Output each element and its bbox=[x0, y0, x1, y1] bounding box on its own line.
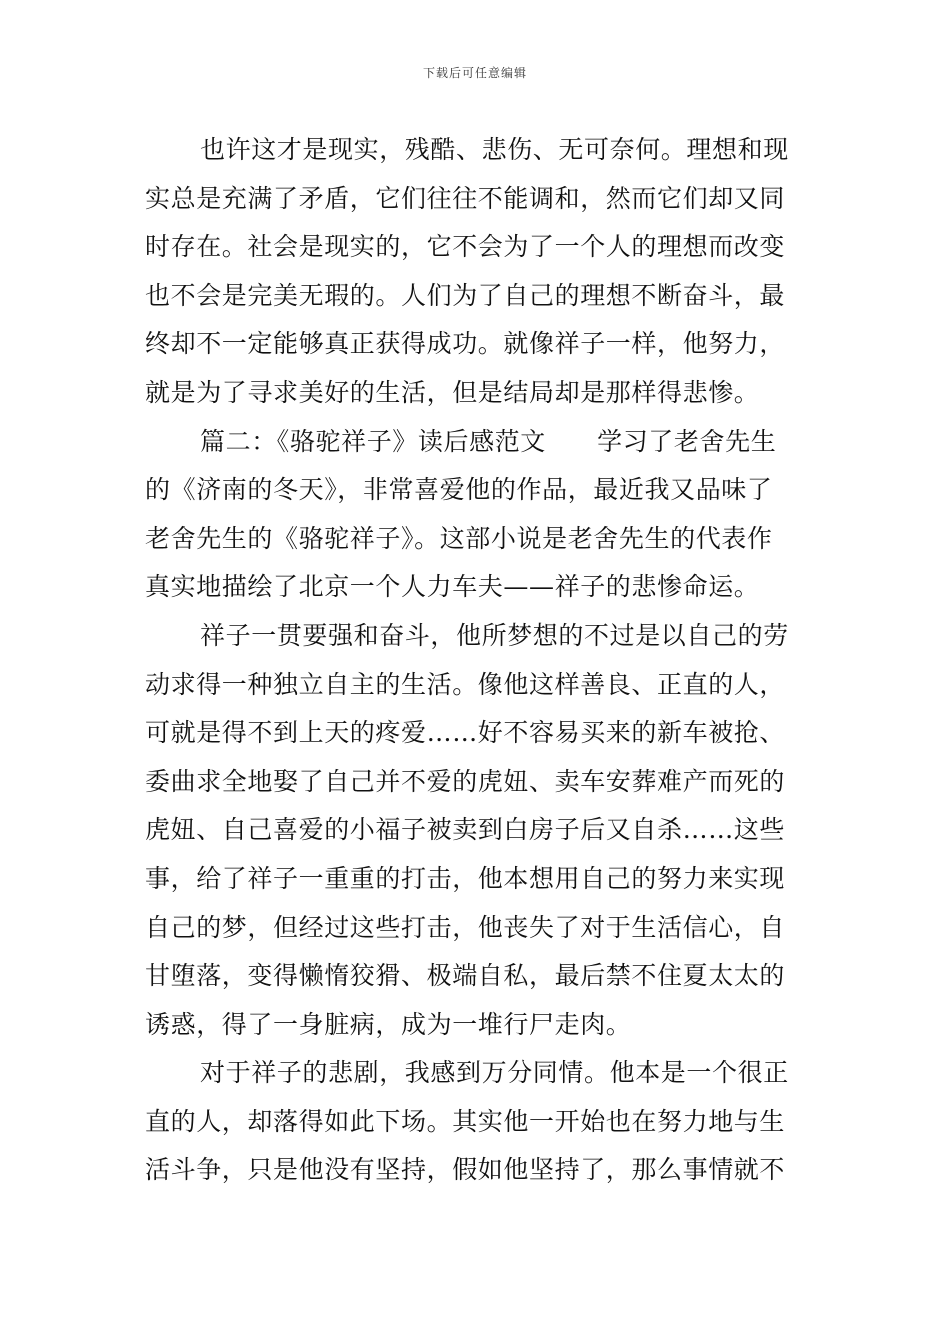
body-text bbox=[145, 126, 807, 1195]
text-line: 甘堕落，变得懒惰狡猾、极端自私，最后禁不住夏太太的 bbox=[145, 961, 786, 991]
text-line: 事，给了祥子一重重的打击，他本想用自己的努力来实现 bbox=[145, 863, 786, 893]
text-line: 自己的梦，但经过这些打击，他丧失了对于生活信心，自 bbox=[145, 912, 786, 942]
text-line: 实总是充满了矛盾，它们往往不能调和，然而它们却又同 bbox=[145, 183, 786, 213]
text-line: 的《济南的冬天》，非常喜爱他的作品，最近我又品味了 bbox=[145, 475, 773, 505]
text-line: 老舍先生的《骆驼祥子》。这部小说是老舍先生的代表作 bbox=[145, 523, 773, 553]
text-line: 就是为了寻求美好的生活，但是结局却是那样得悲惨。 bbox=[145, 377, 760, 407]
text-line: 时存在。社会是现实的，它不会为了一个人的理想而改变 bbox=[145, 232, 786, 262]
text-line: 祥子一贯要强和奋斗，他所梦想的不过是以自己的劳 bbox=[200, 620, 789, 650]
text-line: 诱惑，得了一身脏病，成为一堆行尸走肉。 bbox=[145, 1009, 632, 1039]
text-line: 也不会是完美无瑕的。人们为了自己的理想不断奋斗，最 bbox=[145, 280, 786, 310]
text-line: 委曲求全地娶了自己并不爱的虎妞、卖车安葬难产而死的 bbox=[145, 766, 786, 796]
text-line: 对于祥子的悲剧，我感到万分同情。他本是一个很正 bbox=[200, 1058, 789, 1088]
text-line: 真实地描绘了北京一个人力车夫——祥子的悲惨命运。 bbox=[145, 572, 760, 602]
page-header: 下载后可任意编辑 bbox=[422, 66, 527, 80]
text-line: 终却不一定能够真正获得成功。就像祥子一样，他努力， bbox=[145, 329, 786, 359]
text-line: 动求得一种独立自主的生活。像他这样善良、正直的人， bbox=[145, 669, 786, 699]
text-line: 虎妞、自己喜爱的小福子被卖到白房子后又自杀……这些 bbox=[145, 815, 786, 845]
text-line: 可就是得不到上天的疼爱……好不容易买来的新车被抢、 bbox=[145, 718, 786, 748]
text-line: 也许这才是现实，残酷、悲伤、无可奈何。理想和现 bbox=[200, 135, 789, 164]
text-line: 直的人，却落得如此下场。其实他一开始也在努力地与生 bbox=[145, 1106, 786, 1136]
text-line: 篇二：《骆驼祥子》读后感范文 学习了老舍先生 bbox=[200, 426, 777, 456]
text-line: 活斗争，只是他没有坚持，假如他坚持了，那么事情就不 bbox=[145, 1155, 786, 1185]
